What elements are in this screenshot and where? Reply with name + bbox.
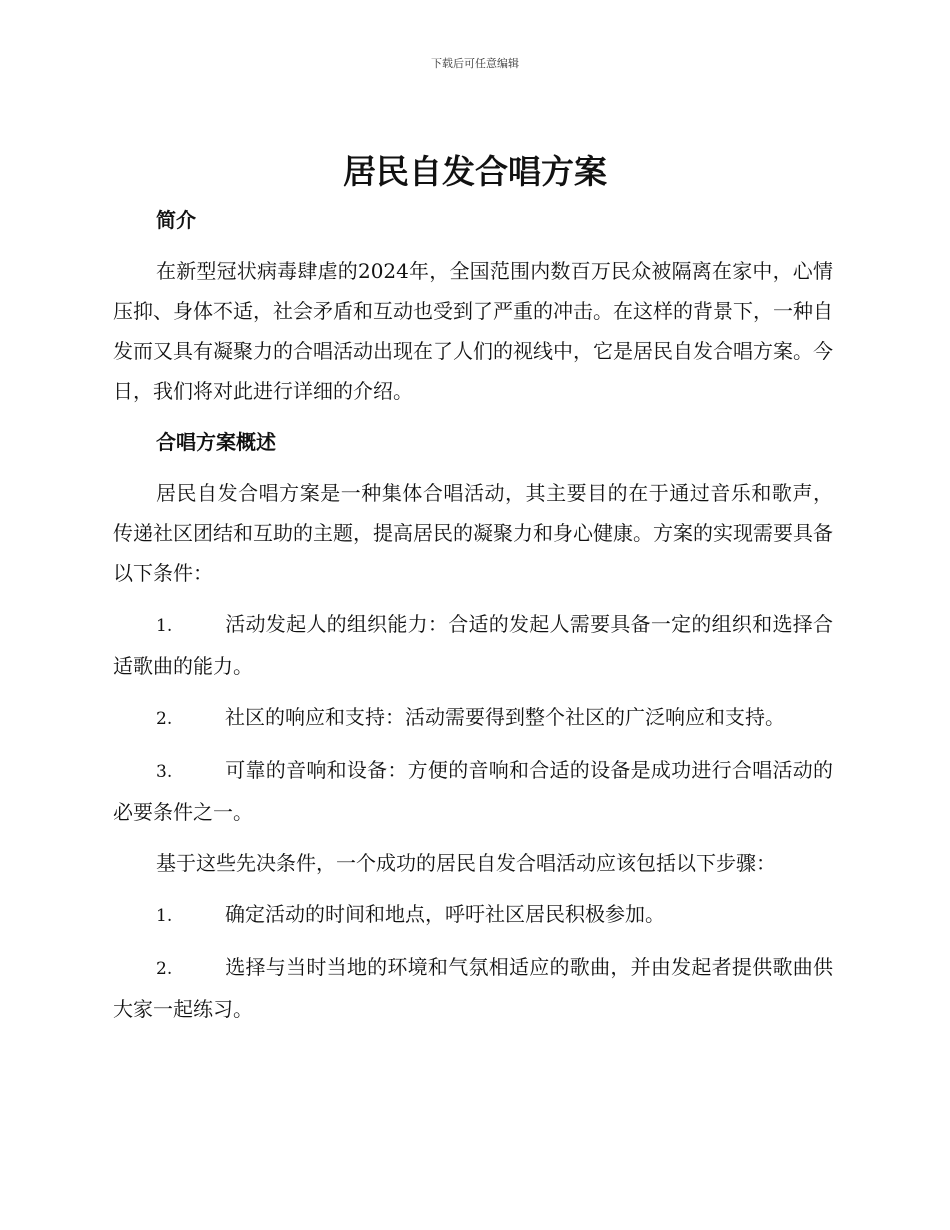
step-item — [113, 894, 833, 936]
document-body — [113, 200, 833, 1040]
list-text: 社区的响应和支持：活动需要得到整个社区的广泛响应和支持。 — [225, 705, 785, 729]
list-number: 2. — [156, 959, 173, 979]
document-title: 居民自发合唱方案 — [343, 152, 607, 191]
list-text: 活动发起人的组织能力：合适的发起人需要具备一定的组织和选择合适歌曲的能力。 — [113, 612, 833, 678]
list-number: 1. — [156, 906, 173, 926]
section-heading-overview: 合唱方案概述 — [156, 430, 276, 454]
list-text: 选择与当时当地的环境和气氛相适应的歌曲，并由发起者提供歌曲供大家一起练习。 — [113, 955, 833, 1021]
condition-item — [113, 604, 833, 686]
step-item — [113, 947, 833, 1029]
overview-paragraph: 居民自发合唱方案是一种集体合唱活动，其主要目的在于通过音乐和歌声，传递社区团结和互助的主题，提高居民的凝聚力和身心健康。方案的实现需要具备以下条件： — [113, 481, 833, 585]
intro-paragraph: 在新型冠状病毒肆虐的2024年，全国范围内数百万民众被隔离在家中，心情压抑、身体不适，社会矛盾和互动也受到了严重的冲击。在这样的背景下，一种自发而又具有凝聚力的合唱活动出现在了人们的视线中，它是居民自发合唱方案。今日，我们将对此进行详细的介绍。 — [113, 259, 833, 403]
list-number: 2. — [156, 709, 173, 729]
list-number: 1. — [156, 616, 173, 636]
condition-item — [113, 697, 833, 739]
list-number: 3. — [156, 762, 173, 782]
steps-intro-paragraph: 基于这些先决条件，一个成功的居民自发合唱活动应该包括以下步骤： — [156, 851, 776, 875]
condition-item — [113, 750, 833, 832]
list-text: 可靠的音响和设备：方便的音响和合适的设备是成功进行合唱活动的必要条件之一。 — [113, 758, 833, 824]
section-heading-intro: 简介 — [156, 208, 196, 232]
list-text: 确定活动的时间和地点，呼吁社区居民积极参加。 — [225, 902, 665, 926]
header-note: 下载后可任意编辑 — [431, 57, 519, 70]
